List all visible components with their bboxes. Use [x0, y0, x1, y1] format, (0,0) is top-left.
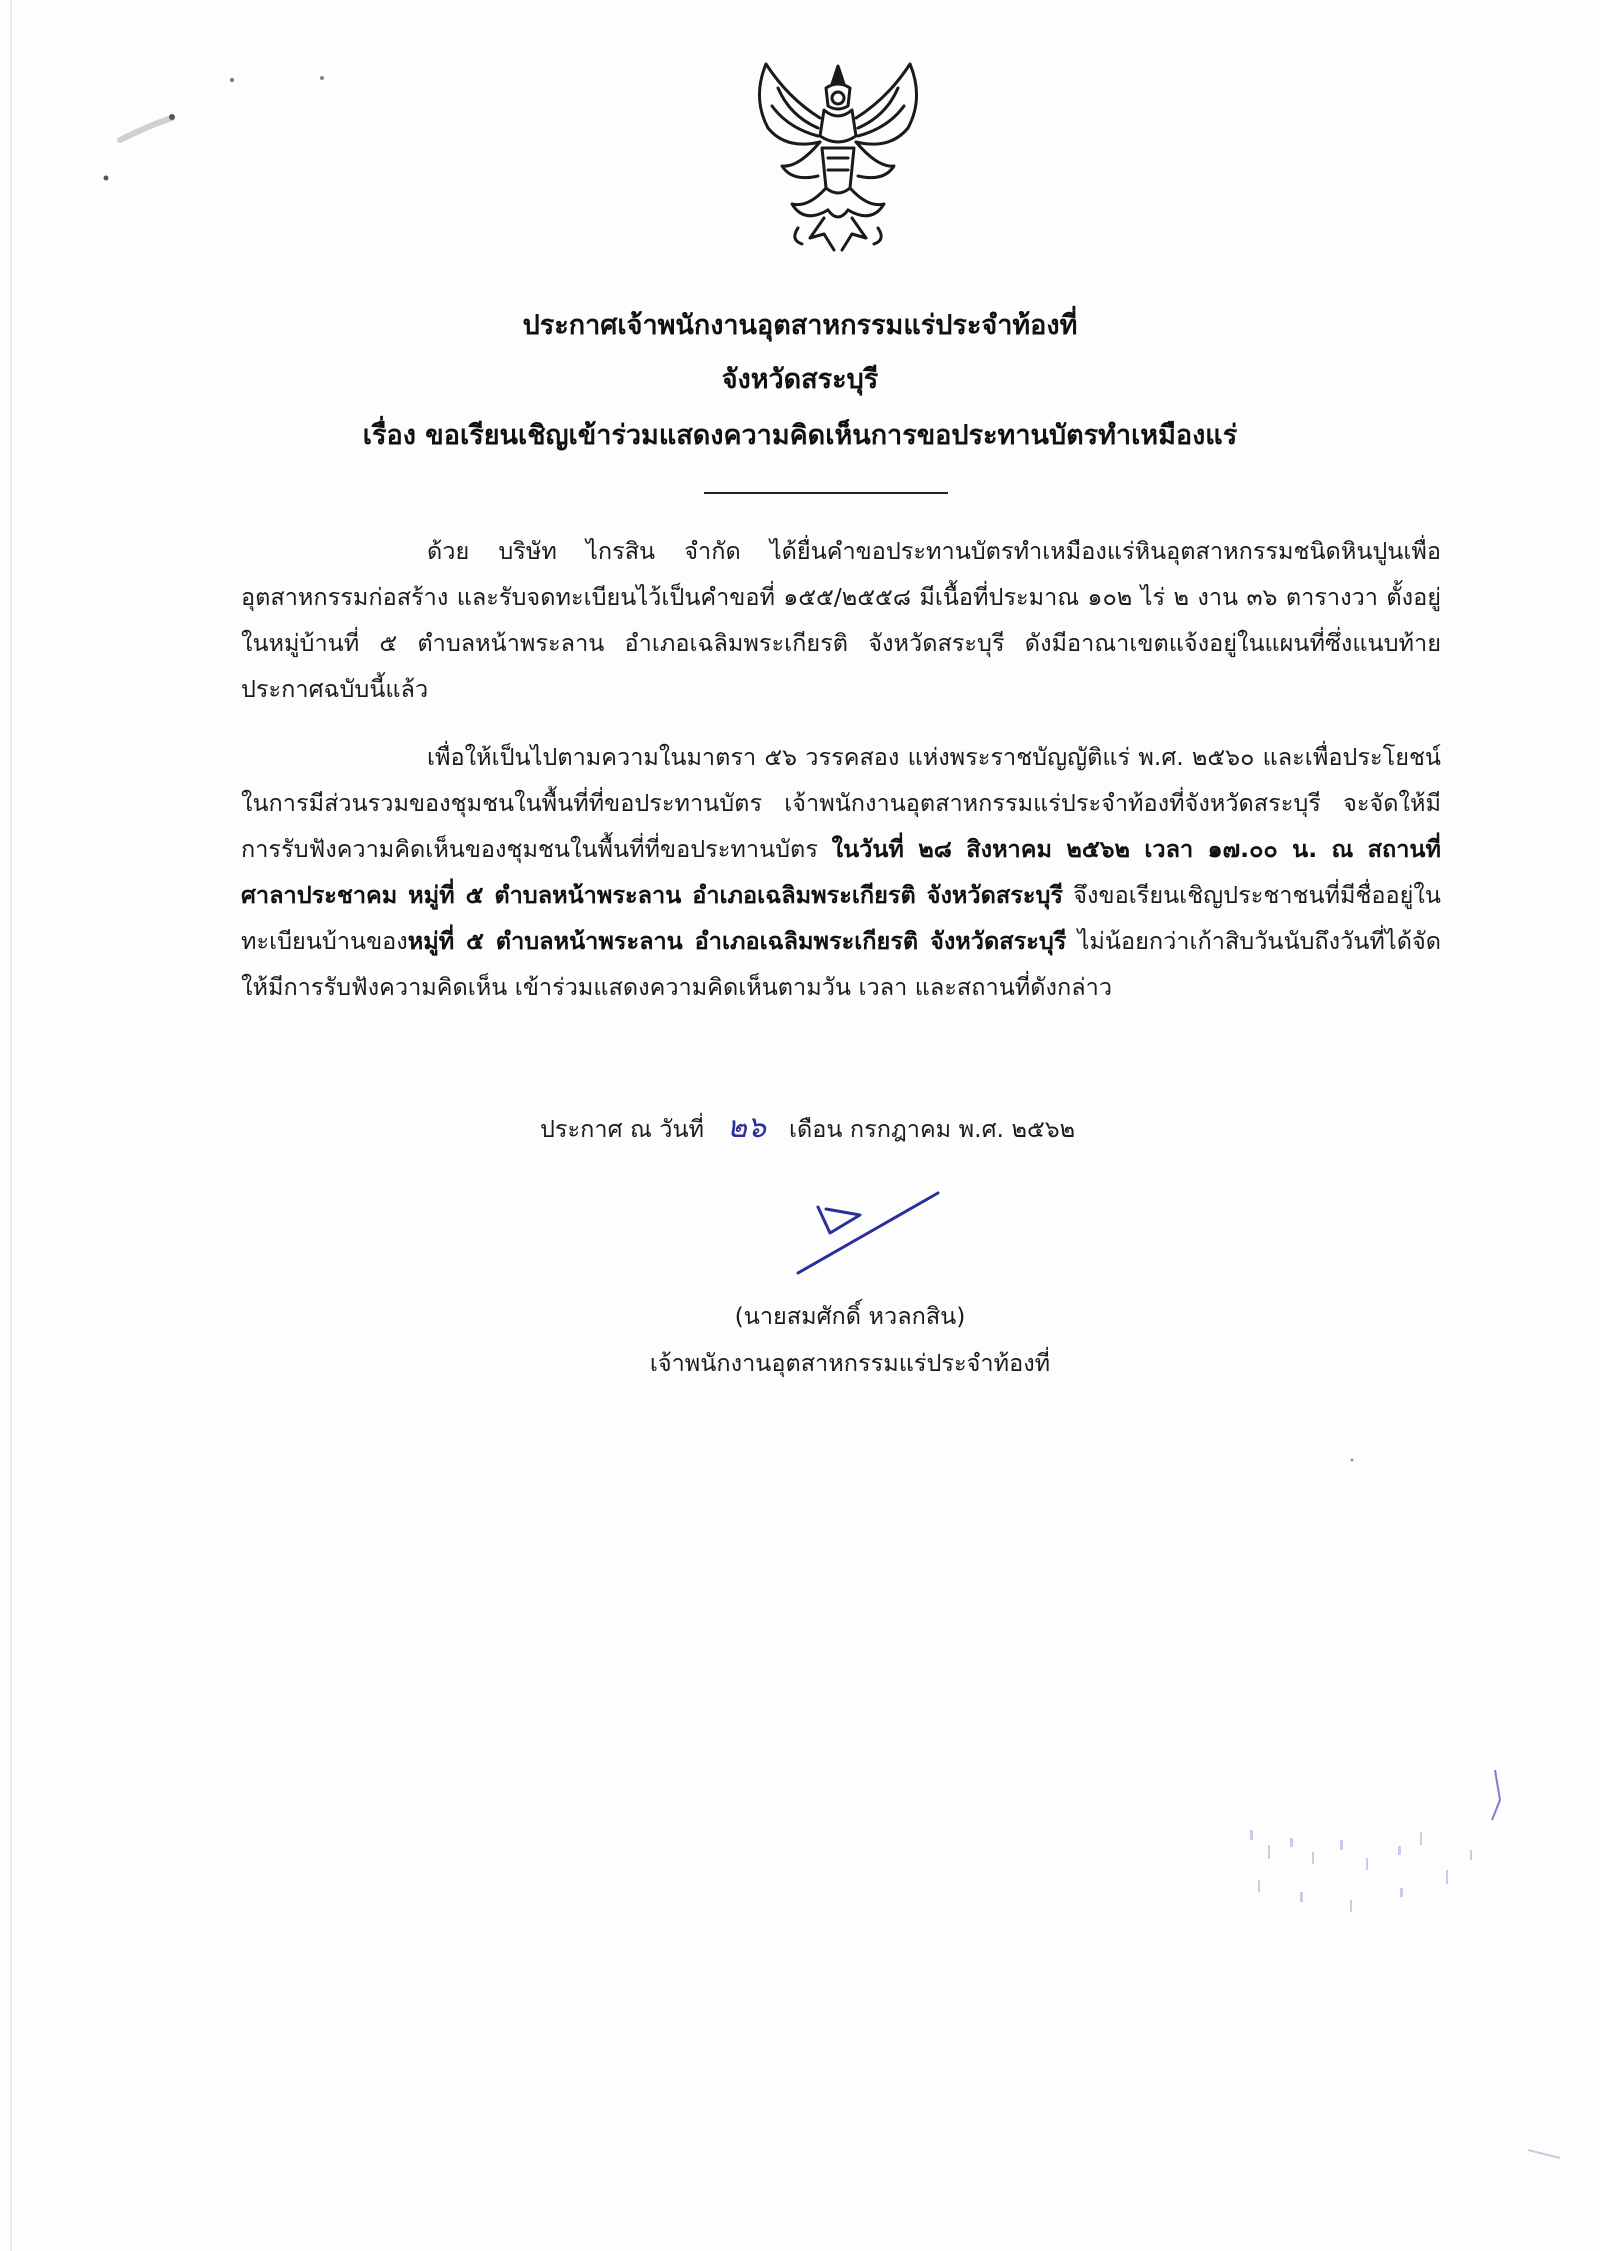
signer-title: เจ้าพนักงานอุตสาหกรรมแร่ประจำท้องที่ — [649, 1349, 1051, 1377]
paragraph-1-text: ด้วย บริษัท ไกรสิน จำกัด ได้ยื่นคำขอประทานบัตรทำเหมืองแร่หินอุตสาหกรรมชนิดหินปูนเพื่ออุตสาหกรรมก่อสร้าง และรับจดทะเบียนไว้เป็นคำขอที่ ๑๕๕/๒๕๕๘ มีเนื้อที่ประมาณ ๑๐๒ ไร่ ๒ งาน ๓๖ ตารางวา ตั้งอยู่ในหมู่บ้านที่ ๕ ตำบลหน้าพระลาน อำเภอเฉลิมพระเกียรติ จังหวัดสระบุรี ดังมีอาณาเขตแจ้งอยู่ในแผนที่ซึ่งแนบท้ายประกาศฉบับนี้แล้ว — [241, 537, 1441, 703]
signer-name: (นายสมศักดิ์ หวลกสิน) — [734, 1302, 966, 1330]
handwritten-day: ๒๖ — [727, 1110, 766, 1145]
paragraph-2-text-b: จึงขอเรียนเชิญประชาชนที่มีชื่ออยู่ในทะเบียนบ้านของ — [241, 881, 1441, 955]
paragraph-1 — [241, 528, 1441, 712]
signature-icon — [790, 1185, 950, 1285]
date-prefix: ประกาศ ณ วันที่ — [540, 1115, 704, 1143]
paragraph-2-text-a: เพื่อให้เป็นไปตามความในมาตรา ๕๖ วรรคสอง แห่งพระราชบัญญัติแร่ พ.ศ. ๒๕๖๐ และเพื่อประโยชน์ในการมีส่วนรวมของชุมชนในพื้นที่ที่ขอประทานบัตร เจ้าพนักงานอุตสาหกรรมแร่ประจำท้องที่จังหวัดสระบุรี จะจัดให้มีการรับฟังความคิดเห็นของชุมชนในพื้นที่ที่ขอประทานบัตร — [241, 743, 1441, 863]
paragraph-2-bold-a: ในวันที่ ๒๘ สิงหาคม ๒๕๖๒ เวลา ๑๗.๐๐ น. ณ สถานที่ ศาลาประชาคม หมู่ที่ ๕ ตำบลหน้าพระลาน อำเภอเฉลิมพระเกียรติ จังหวัดสระบุรี — [241, 835, 1441, 909]
subject-title: เรื่อง ขอเรียนเชิญเข้าร่วมแสดงความคิดเห็นการขอประทานบัตรทำเหมืองแร่ — [362, 420, 1238, 451]
paragraph-2 — [241, 734, 1441, 1010]
scan-edge — [10, 0, 12, 2251]
garuda-emblem-icon — [738, 58, 938, 258]
paragraph-2-bold-b: หมู่ที่ ๕ ตำบลหน้าพระลาน อำเภอเฉลิมพระเกียรติ จังหวัดสระบุรี — [407, 927, 1067, 955]
date-suffix: เดือน กรกฎาคม พ.ศ. ๒๕๖๒ — [788, 1115, 1076, 1143]
date-line — [540, 1104, 1240, 1151]
province-title: จังหวัดสระบุรี — [721, 364, 879, 395]
paragraph-2-text-c: ไม่น้อยกว่าเก้าสิบวันนับถึงวันที่ได้จัดให้มีการรับฟังความคิดเห็น เข้าร่วมแสดงความคิดเห็นตามวัน เวลา และสถานที่ดังกล่าว — [241, 927, 1441, 1001]
title-divider — [704, 492, 948, 494]
announcement-title: ประกาศเจ้าพนักงานอุตสาหกรรมแร่ประจำท้องที่ — [522, 310, 1078, 341]
